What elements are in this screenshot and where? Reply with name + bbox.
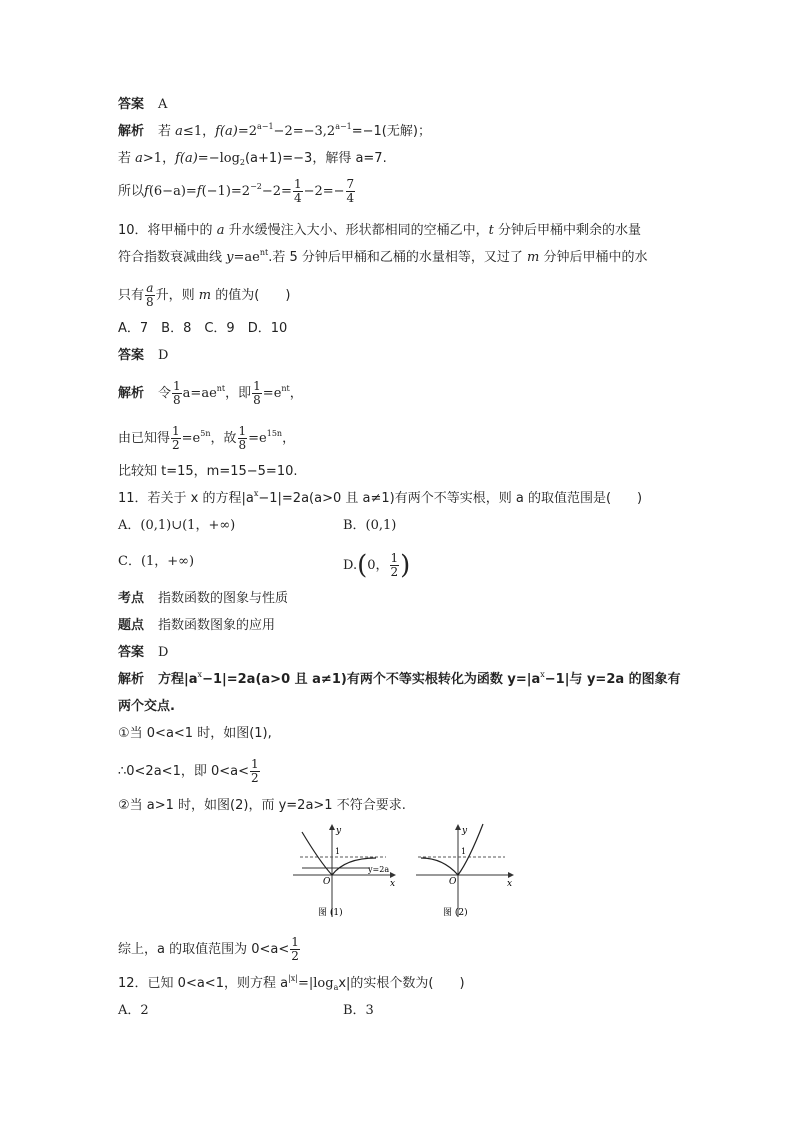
q11-option-c: C．(1，+∞)	[118, 554, 195, 569]
q10-options: A．7 B．8 C．9 D．10	[118, 321, 288, 336]
y-axis-arrow	[329, 824, 335, 830]
q11-conclusion: 综上，a 的取值范围为 0<a< $\frac{1}{2}$	[118, 935, 299, 963]
q12-stem: 12．已知 0<a<1，则方程 $a^{|x|}=|\log_ax|$的实根个数为( )	[118, 974, 465, 992]
q11-option-a: A．(0,1)∪(1，+∞)	[118, 518, 236, 533]
kaodian-label: 考点	[118, 591, 145, 606]
svg-text:1: 1	[335, 847, 341, 856]
fraction-a-eighths: $\frac{a}{8}$	[146, 281, 154, 309]
q11-analysis-line-2: 两个交点.	[118, 699, 175, 714]
q12-option-b: B．3	[343, 1003, 374, 1018]
q10-answer-line: 答案 D	[118, 348, 169, 363]
svg-text:x: x	[390, 879, 396, 889]
curve-abs-ax-minus-1	[421, 824, 483, 875]
x-axis-arrow	[508, 872, 514, 878]
q10-analysis-line-1: 解析 令 $\frac{1}{8}$ $a=ae^{nt}$，即 $\frac{1}{8}$ $=e^{nt}$，	[118, 379, 303, 407]
q11-option-b: B．(0,1)	[343, 518, 397, 533]
prev-analysis-line-3: 所以$f(6-a)=f(-1)=2^{-2}-2=$ $\frac{1}{4}$ −2=− $\frac{7}{4}$	[118, 177, 355, 205]
svg-text:y: y	[462, 826, 468, 836]
y-axis-arrow	[455, 824, 461, 830]
figure-1	[290, 822, 402, 922]
analysis-label: 解析	[118, 672, 145, 687]
q11-tidian: 题点 指数函数图象的应用	[118, 618, 276, 633]
svg-text:O: O	[449, 877, 457, 887]
fraction-seven-fourths: $\frac{7}{4}$	[346, 177, 355, 205]
q10-stem-line-2: 符合指数衰减曲线 $y=ae^{nt}$.若 5 分钟后甲桶和乙桶的水量相等，又过了 m 分钟后甲桶中的水	[118, 248, 648, 265]
q11-case-1: ①当 0<a<1 时，如图(1),	[118, 726, 272, 741]
q10-stem-line-3: 只有 $\frac{a}{8}$ 升，则 m 的值为( )	[118, 281, 291, 309]
answer-label: 答案	[118, 645, 145, 660]
q11-stem: 11．若关于 x 的方程$|a^x-1|=2a(a>0$ 且 a≠1)有两个不等实根，则 a 的取值范围是( )	[118, 489, 643, 506]
q12-option-a: A．2	[118, 1003, 149, 1018]
prev-analysis-line-1: 解析 若 a≤1，$f(a)=2^{a-1}-2=-3,2^{a-1}=-1$(无解)；	[118, 122, 431, 139]
svg-text:O: O	[323, 877, 331, 887]
q11-kaodian: 考点 指数函数的图象与性质	[118, 591, 289, 606]
svg-text:1: 1	[461, 847, 467, 856]
q10-stem-line-1: 10．将甲桶中的 a 升水缓慢注入大小、形状都相同的空桶乙中，t 分钟后甲桶中剩余的水量	[118, 223, 641, 238]
answer-label: 答案	[118, 97, 145, 112]
prev-answer-line: 答案 A	[118, 97, 168, 112]
q11-option-d: D.(0， $\frac{1}{2}$ )	[343, 550, 411, 581]
q10-analysis-line-2: 由已知得 $\frac{1}{2}$ $=e^{5n}$，故 $\frac{1}{8}$ $=e^{15n}$，	[118, 424, 296, 452]
analysis-label: 解析	[118, 386, 145, 401]
fraction-one-fourth: $\frac{1}{4}$	[293, 177, 302, 205]
svg-text:图 (1): 图 (1)	[318, 908, 343, 918]
q11-analysis-line-1: 解析 方程$|a^x-1|=2a(a>0$ 且 a≠1)有两个不等实根转化为函数 $y=|a^x-1|$与 y=2a 的图象有	[118, 670, 681, 687]
svg-text:x: x	[507, 879, 513, 889]
analysis-label: 解析	[118, 124, 145, 139]
q11-case-1-result: ∴0<2a<1，即 0<a< $\frac{1}{2}$	[118, 757, 259, 785]
figure-2	[413, 822, 521, 922]
answer-label: 答案	[118, 348, 145, 363]
tidian-label: 题点	[118, 618, 145, 633]
q11-case-2: ②当 a>1 时，如图(2)，而 y=2a>1 不符合要求.	[118, 798, 406, 813]
svg-text:y: y	[336, 826, 342, 836]
x-axis-arrow	[390, 872, 396, 878]
q10-analysis-line-3: 比较知 t=15，m=15−5=10.	[118, 464, 298, 479]
q11-answer-line: 答案 D	[118, 645, 169, 660]
svg-text:图 (2): 图 (2)	[443, 908, 468, 918]
svg-text:y=2a: y=2a	[368, 865, 390, 874]
prev-analysis-line-2: 若 a>1，$f(a)=-\log_2(a+1)=-3$，解得 a=7.	[118, 151, 387, 167]
